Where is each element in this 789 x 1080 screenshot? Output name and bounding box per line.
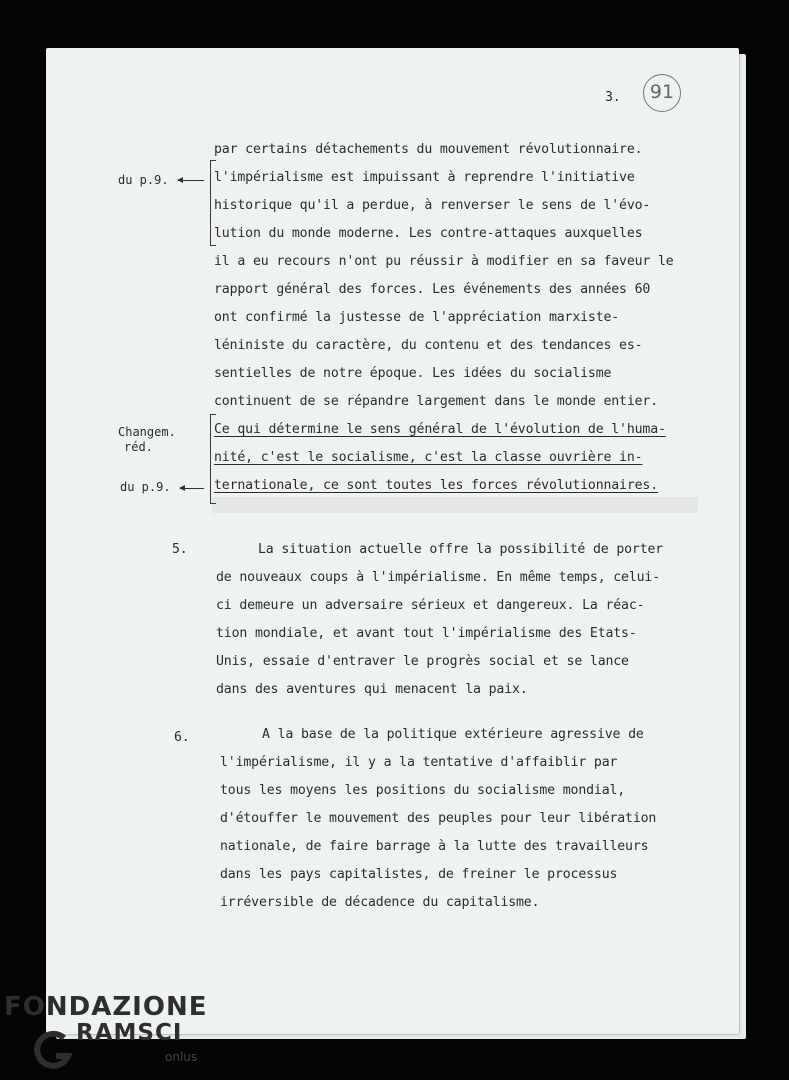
text-line: dans les pays capitalistes, de freiner le processus [220, 867, 618, 882]
text-line: ont confirmé la justesse de l'appréciation marxiste- [214, 310, 620, 325]
text-line: léniniste du caractère, du contenu et des tendances es- [214, 338, 643, 353]
text-line: de nouveaux coups à l'impérialisme. En même temps, celui- [216, 570, 661, 585]
margin-red: réd. [124, 440, 153, 454]
text-line: d'étouffer le mouvement des peuples pour leur libération [220, 811, 657, 826]
folio-number: 91 [643, 74, 681, 112]
text-line: ci demeure un adversaire sérieux et dangereux. La réac- [216, 598, 645, 613]
text-line: continuent de se répandre largement dans le monde entier. [214, 394, 659, 409]
text-line: dans des aventures qui menacent la paix. [216, 682, 528, 697]
paragraph-number: 5. [172, 542, 188, 557]
text-line: Unis, essaie d'entraver le progrès social et se lance [216, 654, 629, 669]
text-line: l'impérialisme est impuissant à reprendre l'initiative [214, 170, 635, 185]
arrow-left-icon [178, 180, 204, 181]
text-line: nationale, de faire barrage à la lutte des travailleurs [220, 839, 649, 854]
page-number: 3. [605, 90, 621, 105]
text-line: tous les moyens les positions du socialisme mondial, [220, 783, 626, 798]
gramsci-g-logo-icon [34, 1030, 74, 1070]
text-line: rapport général des forces. Les événements des années 60 [214, 282, 651, 297]
text-line: A la base de la politique extérieure agressive de [262, 727, 644, 742]
text-line: sentielles de notre époque. Les idées du socialisme [214, 366, 612, 381]
underlined-line: ternationale, ce sont toutes les forces révolutionnaires. [214, 478, 659, 493]
watermark-fondazione: FONDAZIONE [4, 992, 208, 1022]
text-line: tion mondiale, et avant tout l'impérialisme des Etats- [216, 626, 637, 641]
margin-ref-2: du p.9. [120, 480, 171, 494]
text-line: historique qu'il a perdue, à renverser le sens de l'évo- [214, 198, 651, 213]
arrow-left-icon [180, 488, 204, 489]
text-line: l'impérialisme, il y a la tentative d'affaiblir par [220, 755, 618, 770]
margin-ref-1: du p.9. [118, 173, 169, 187]
underlined-line: Ce qui détermine le sens général de l'évolution de l'huma- [214, 422, 666, 437]
text-line: par certains détachements du mouvement révolutionnaire. [214, 142, 643, 157]
text-line: lution du monde moderne. Les contre-attaques auxquelles [214, 226, 643, 241]
watermark-gramsci: RAMSCI [76, 1020, 183, 1046]
paragraph-number: 6. [174, 730, 190, 745]
faint-bleedthrough [212, 497, 698, 513]
document-page [46, 48, 739, 1034]
margin-changem: Changem. [118, 425, 176, 439]
text-line: La situation actuelle offre la possibilité de porter [258, 542, 664, 557]
text-line: il a eu recours n'ont pu réussir à modifier en sa faveur le [214, 254, 674, 269]
text-line: irréversible de décadence du capitalisme. [220, 895, 540, 910]
underlined-line: nité, c'est le socialisme, c'est la classe ouvrière in- [214, 450, 643, 465]
watermark-onlus: onlus [165, 1050, 198, 1064]
